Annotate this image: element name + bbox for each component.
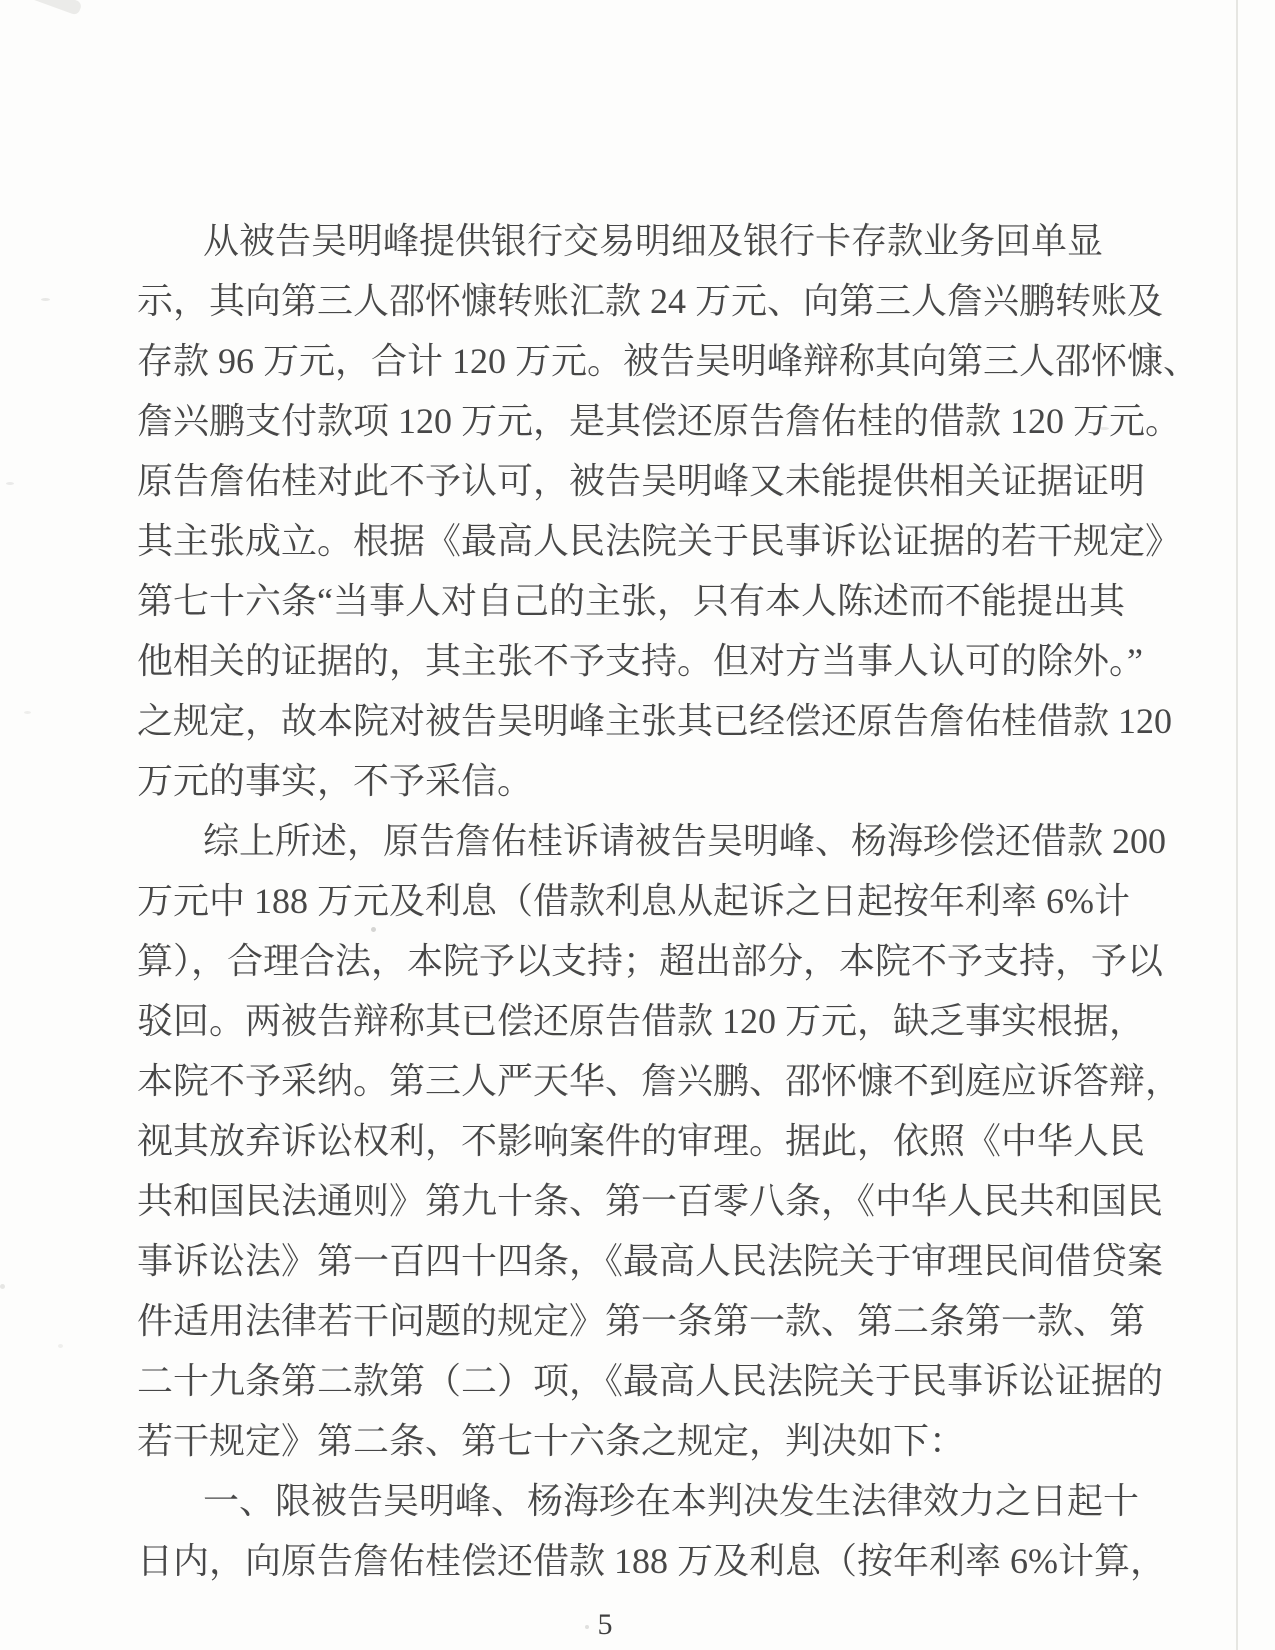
text-line: 万元的事实，不予采信。 (137, 761, 534, 801)
scan-artifact-vertical-line (1236, 0, 1238, 1650)
scan-artifact-corner-streak (0, 0, 83, 16)
page-number: 5 (597, 1608, 613, 1641)
judgment-text-block (137, 211, 1200, 1591)
text-line: 日内，向原告詹佑桂偿还借款 188 万及利息（按年利率 6%计算， (137, 1541, 1166, 1581)
text-line: 若干规定》第二条、第七十六条之规定，判决如下： (137, 1421, 966, 1461)
text-line: 驳回。两被告辩称其已偿还原告借款 120 万元，缺乏事实根据， (137, 1001, 1146, 1041)
text-line: 示，其向第三人邵怀慷转账汇款 24 万元、向第三人詹兴鹏转账及 (137, 281, 1164, 321)
text-line: 综上所述，原告詹佑桂诉请被告吴明峰、杨海珍偿还借款 200 (203, 821, 1167, 861)
text-line: 二十九条第二款第（二）项，《最高人民法院关于民事诉讼证据的 (137, 1361, 1164, 1401)
text-line: 件适用法律若干问题的规定》第一条第一款、第二条第一款、第 (137, 1301, 1146, 1341)
scan-artifact-speck (41, 298, 50, 301)
text-line: 之规定，故本院对被告吴明峰主张其已经偿还原告詹佑桂借款 120 (137, 701, 1173, 741)
text-line: 共和国民法通则》第九十条、第一百零八条，《中华人民共和国民 (137, 1181, 1164, 1221)
text-line: 第七十六条“当事人对自己的主张，只有本人陈述而不能提出其 (137, 581, 1125, 621)
text-line: 存款 96 万元，合计 120 万元。被告吴明峰辩称其向第三人邵怀慷、 (137, 341, 1200, 381)
scan-artifact-speck (58, 1344, 63, 1348)
text-line: 算），合理合法，本院予以支持；超出部分，本院不予支持，予以 (137, 941, 1164, 981)
text-line: 詹兴鹏支付款项 120 万元，是其偿还原告詹佑桂的借款 120 万元。 (137, 401, 1182, 441)
scan-artifact-speck (0, 1284, 5, 1289)
text-line: 原告詹佑桂对此不予认可，被告吴明峰又未能提供相关证据证明 (137, 461, 1146, 501)
text-line: 一、限被告吴明峰、杨海珍在本判决发生法律效力之日起十 (203, 1481, 1140, 1521)
scan-artifact-speck (6, 482, 14, 485)
text-line: 事诉讼法》第一百四十四条，《最高人民法院关于审理民间借贷案 (137, 1241, 1164, 1281)
text-line: 其主张成立。根据《最高人民法院关于民事诉讼证据的若干规定》 (137, 521, 1182, 561)
text-line: 万元中 188 万元及利息（借款利息从起诉之日起按年利率 6%计 (137, 881, 1130, 921)
scan-artifact-speck (24, 711, 31, 714)
text-line: 视其放弃诉讼权利，不影响案件的审理。据此，依照《中华人民 (137, 1121, 1146, 1161)
text-line: 从被告吴明峰提供银行交易明细及银行卡存款业务回单显 (203, 221, 1104, 261)
text-line: 本院不予采纳。第三人严天华、詹兴鹏、邵怀慷不到庭应诉答辩， (137, 1061, 1182, 1101)
text-line: 他相关的证据的，其主张不予支持。但对方当事人认可的除外。” (137, 641, 1143, 681)
